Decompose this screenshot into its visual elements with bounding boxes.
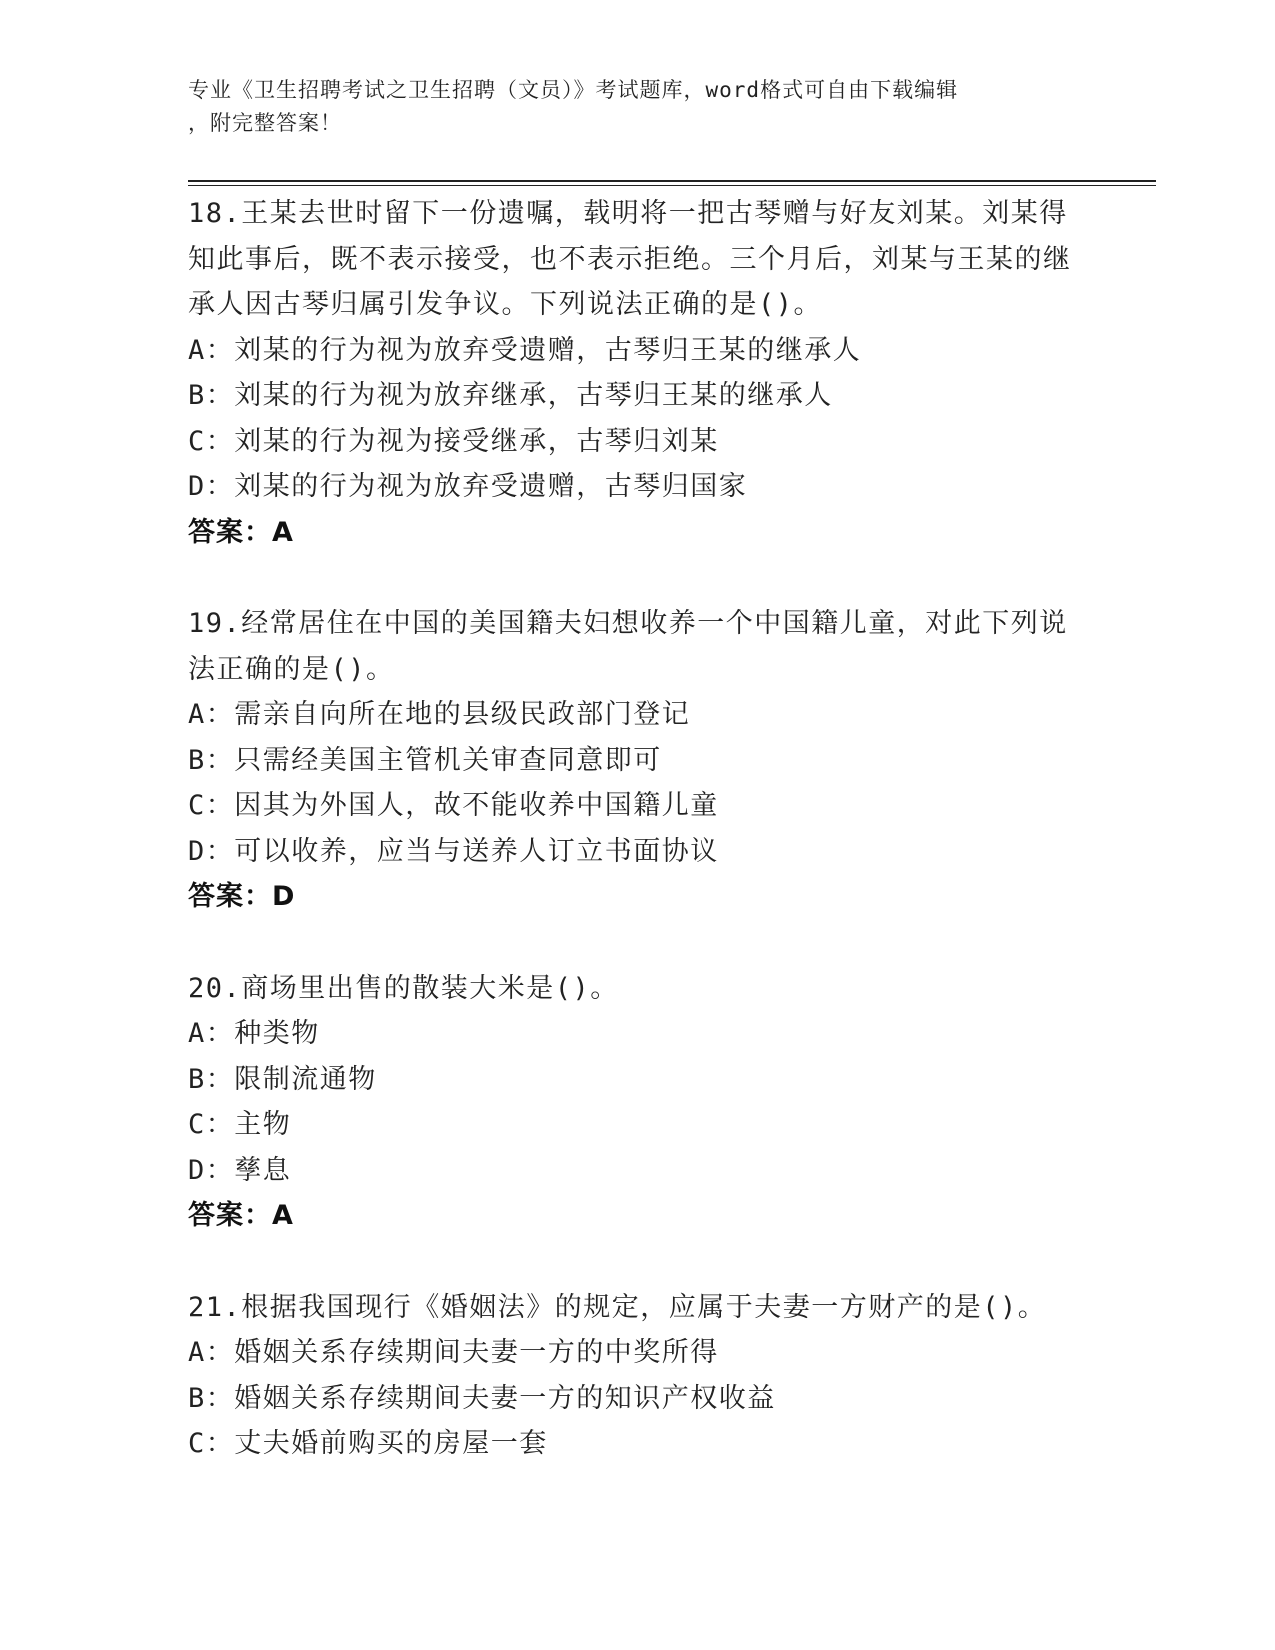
- option-a: A：婚姻关系存续期间夫妻一方的中奖所得: [188, 1337, 719, 1368]
- question-18: [188, 191, 1088, 555]
- option-c: C：丈夫婚前购买的房屋一套: [188, 1428, 548, 1459]
- option-b: B：限制流通物: [188, 1063, 377, 1095]
- option-a: A：种类物: [188, 1018, 320, 1049]
- question-stem: 21.根据我国现行《婚姻法》的规定，应属于夫妻一方财产的是()。: [188, 1291, 1047, 1323]
- question-list: [188, 191, 1088, 1513]
- header-note: [188, 74, 1068, 140]
- option-d: D：可以收养，应当与送养人订立书面协议: [188, 835, 719, 867]
- header-note-line-1: 专业《卫生招聘考试之卫生招聘（文员）》考试题库，word格式可自由下载编辑: [188, 78, 959, 102]
- option-c: C：主物: [188, 1109, 292, 1140]
- question-20: [188, 966, 1088, 1239]
- option-d: D：刘某的行为视为放弃受遗赠，古琴归国家: [188, 471, 748, 502]
- question-21: [188, 1285, 1088, 1467]
- header-divider-thin: [188, 185, 1156, 186]
- question-stem: 19.经常居住在中国的美国籍夫妇想收养一个中国籍儿童，对此下列说法正确的是()。: [188, 608, 1068, 685]
- header-note-line-2: ，附完整答案！: [188, 111, 342, 135]
- answer-line: 答案：D: [188, 881, 296, 912]
- option-d: D：孳息: [188, 1154, 292, 1186]
- option-a: A：需亲自向所在地的县级民政部门登记: [188, 699, 691, 730]
- option-b: B：刘某的行为视为放弃继承，古琴归王某的继承人: [188, 380, 833, 411]
- answer-line: 答案：A: [188, 516, 294, 548]
- question-19: [188, 601, 1088, 920]
- option-c: C：刘某的行为视为接受继承，古琴归刘某: [188, 425, 719, 457]
- answer-line: 答案：A: [188, 1200, 294, 1231]
- option-c: C：因其为外国人，故不能收养中国籍儿童: [188, 790, 719, 821]
- option-a: A：刘某的行为视为放弃受遗赠，古琴归王某的继承人: [188, 334, 862, 366]
- question-stem: 20.商场里出售的散装大米是()。: [188, 972, 619, 1004]
- header-divider-thick: [188, 180, 1156, 182]
- option-b: B：只需经美国主管机关审查同意即可: [188, 744, 662, 776]
- option-b: B：婚姻关系存续期间夫妻一方的知识产权收益: [188, 1382, 776, 1414]
- question-stem: 18.王某去世时留下一份遗嘱，载明将一把古琴赠与好友刘某。刘某得知此事后，既不表示接受，也不表示拒绝。三个月后，刘某与王某的继承人因古琴归属引发争议。下列说法正确的是()。: [188, 198, 1072, 320]
